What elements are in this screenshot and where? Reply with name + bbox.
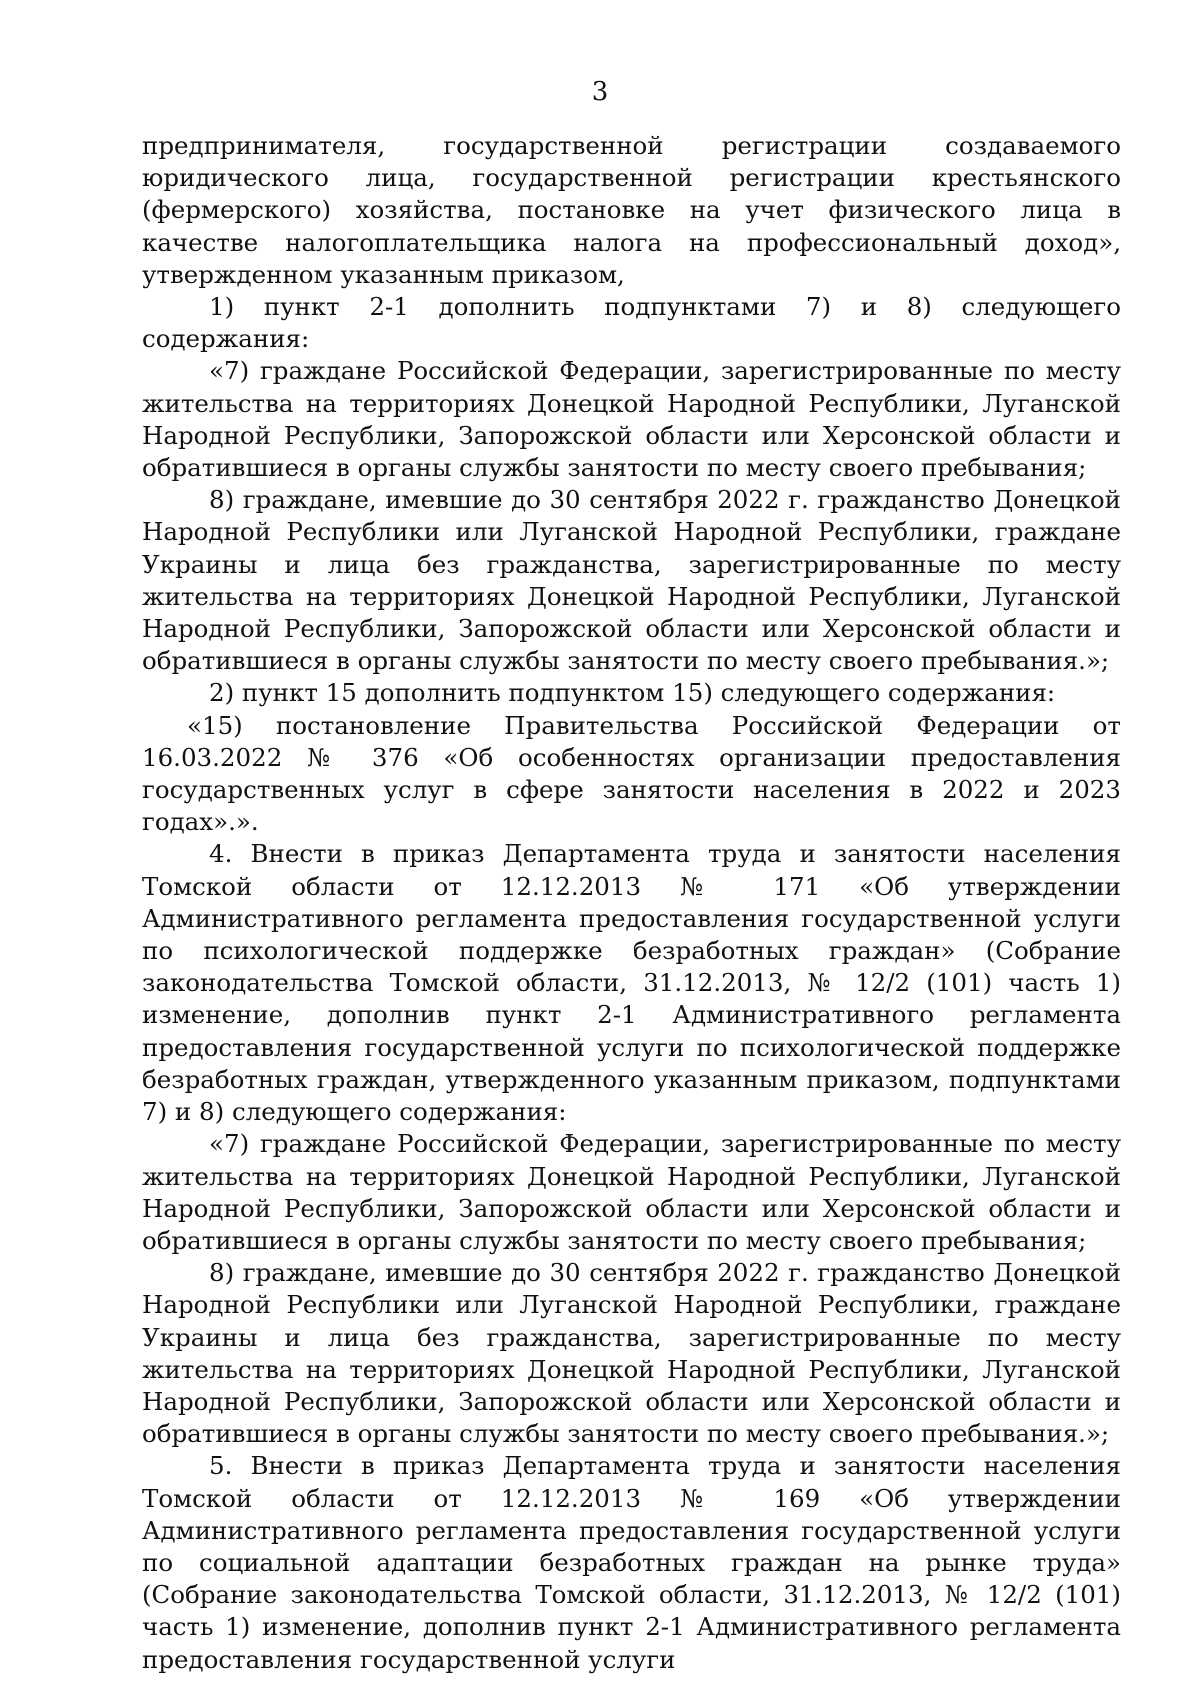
paragraph-subitem-15: «15) постановление Правительства Российской Федерации от 16.03.2022 № 376 «Об особенностях организации предоставления государственных услуг в сфере занятости населения в 2022 и 2023 годах».». — [142, 710, 1121, 837]
paragraph-section-5: 5. Внести в приказ Департамента труда и занятости населения Томской области от 12.12.2013 № 169 «Об утверждении Административного регламента предоставления государственной услуги по социальной адаптации безработных граждан на рынке труда» (Собрание законодательства Томской области, 31.12.2013, № 12/2 (101) часть 1) изменение, дополнив пункт 2-1 Административного регламента предоставления государственной услуги — [142, 1451, 1121, 1674]
paragraph-continuation: предпринимателя, государственной регистрации создаваемого юридического лица, государственной регистрации крестьянского (фермерского) хозяйства, постановке на учет физического лица в качестве налогоплательщика налога на профессиональный доход», утвержденном указанным приказом, — [142, 131, 1121, 289]
page-number: 3 — [591, 77, 609, 107]
paragraph-item-1: 1) пункт 2-1 дополнить подпунктами 7) и 8) следующего содержания: — [142, 292, 1121, 354]
paragraph-section-4-subitem-8: 8) граждане, имевшие до 30 сентября 2022 г. гражданство Донецкой Народной Республики или Луганской Народной Республики, граждане Украины и лица без гражданства, зарегистрированные по месту жительства на территориях Донецкой Народной Республики, Луганской Народной Республики, Запорожской области или Херсонской области и обратившиеся в органы службы занятости по месту своего пребывания.»; — [142, 1258, 1121, 1449]
paragraph-subitem-8: 8) граждане, имевшие до 30 сентября 2022 г. гражданство Донецкой Народной Республики или Луганской Народной Республики, граждане Украины и лица без гражданства, зарегистрированные по месту жительства на территориях Донецкой Народной Республики, Луганской Народной Республики, Запорожской области или Херсонской области и обратившиеся в органы службы занятости по месту своего пребывания.»; — [142, 485, 1121, 676]
document-body — [142, 130, 1121, 1676]
paragraph-subitem-7: «7) граждане Российской Федерации, зарегистрированные по месту жительства на территориях Донецкой Народной Республики, Луганской Народной Республики, Запорожской области или Херсонской области и обратившиеся в органы службы занятости по месту своего пребывания; — [142, 356, 1121, 483]
paragraph-section-4-subitem-7: «7) граждане Российской Федерации, зарегистрированные по месту жительства на территориях Донецкой Народной Республики, Луганской Народной Республики, Запорожской области или Херсонской области и обратившиеся в органы службы занятости по месту своего пребывания; — [142, 1129, 1121, 1255]
paragraph-section-4: 4. Внести в приказ Департамента труда и занятости населения Томской области от 12.12.2013 № 171 «Об утверждении Административного регламента предоставления государственной услуги по психологической поддержке безработных граждан» (Собрание законодательства Томской области, 31.12.2013, № 12/2 (101) часть 1) изменение, дополнив пункт 2-1 Административного регламента предоставления государственной услуги по психологической поддержке безработных граждан, утвержденного указанным приказом, подпунктами 7) и 8) следующего содержания: — [142, 839, 1121, 1127]
paragraph-item-2: 2) пункт 15 дополнить подпунктом 15) следующего содержания: — [209, 678, 1056, 708]
